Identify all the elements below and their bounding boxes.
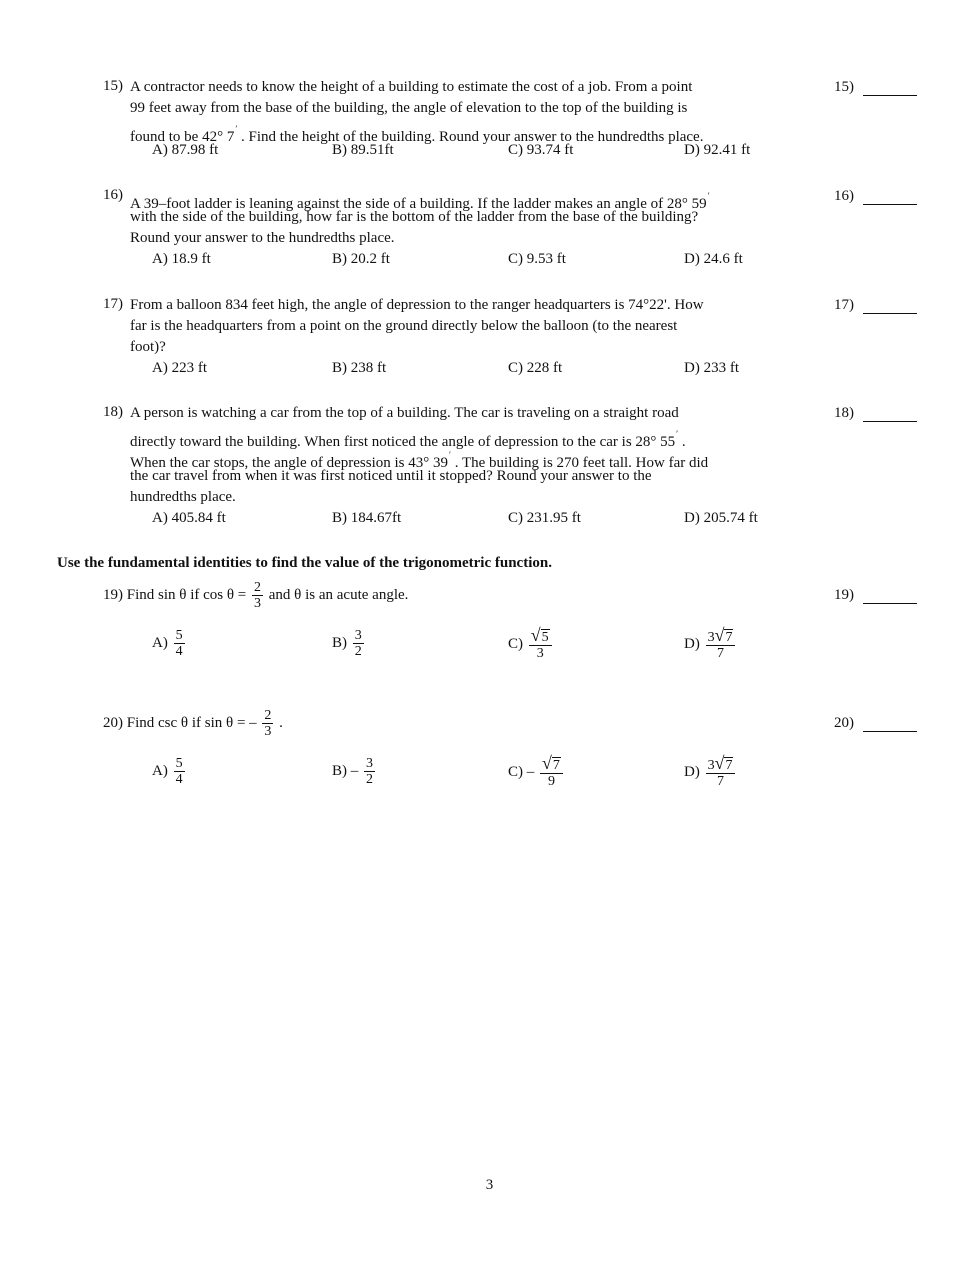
question-text: A person is watching a car from the top of a building. The car is traveling on a straight road [130, 405, 679, 421]
question-text: 99 feet away from the base of the building, the angle of elevation to the top of the building is [130, 100, 688, 116]
choice-b: B) $\frac{3}{2}$ [332, 628, 362, 659]
choice-c: C) 9.53 ft [508, 251, 566, 267]
question-number: 16) [103, 187, 123, 203]
choice-d: D) 233 ft [684, 360, 739, 376]
choice-d: D) $\frac{3√7}{7}$ [684, 628, 737, 661]
choice-a: A) 87.98 ft [152, 142, 219, 158]
question-text: 20) Find csc θ if sin θ = – $\frac{2}{3}$ . [103, 708, 283, 740]
answer-label: 15) [834, 79, 854, 95]
choice-c: C) – $\frac{√7}{9}$ [508, 756, 565, 789]
answer-label: 19) [834, 587, 854, 603]
fraction: $\frac{2}{3}$ [254, 580, 262, 612]
fraction: $\frac{2}{3}$ [264, 708, 272, 740]
question-text: A contractor needs to know the height of a building to estimate the cost of a job. From a point [130, 79, 693, 95]
answer-blank[interactable] [863, 203, 917, 205]
question-text: found to be 42° 7′ . Find the height of the building. Round your answer to the hundredths place. [130, 124, 704, 145]
choice-b: B) – $\frac{3}{2}$ [332, 756, 373, 787]
choice-c: C) $\frac{√5}{3}$ [508, 628, 554, 661]
choice-a: A) 18.9 ft [152, 251, 211, 267]
answer-label: 17) [834, 297, 854, 313]
question-text: 19) Find sin θ if cos θ = $\frac{2}{3}$ and θ is an acute angle. [103, 580, 409, 612]
question-text: Round your answer to the hundredths place. [130, 230, 395, 246]
question-text: hundredths place. [130, 489, 236, 505]
choice-c: C) 228 ft [508, 360, 563, 376]
question-text: From a balloon 834 feet high, the angle of depression to the ranger headquarters is 74°22'. How [130, 297, 704, 313]
question-number: 18) [103, 404, 123, 420]
question-number: 15) [103, 78, 123, 94]
answer-label: 18) [834, 405, 854, 421]
question-text: When the car stops, the angle of depression is 43° 39′ . The building is 270 feet tall. How far did [130, 450, 709, 471]
question-text: far is the headquarters from a point on the ground directly below the balloon (to the nearest [130, 318, 678, 334]
answer-blank[interactable] [863, 602, 917, 604]
choice-a: A) $\frac{5}{4}$ [152, 628, 183, 659]
question-text: the car travel from when it was first noticed until it stopped? Round your answer to the [130, 468, 652, 484]
answer-blank[interactable] [863, 312, 917, 314]
choice-a: A) 405.84 ft [152, 510, 226, 526]
choice-d: D) 92.41 ft [684, 142, 751, 158]
question-text: foot)? [130, 339, 166, 355]
page-number: 3 [485, 1177, 494, 1193]
choice-b: B) 20.2 ft [332, 251, 390, 267]
choice-b: B) 238 ft [332, 360, 387, 376]
section-heading: Use the fundamental identities to find the value of the trigonometric function. [57, 555, 552, 571]
choice-c: C) 93.74 ft [508, 142, 574, 158]
question-text: with the side of the building, how far is the bottom of the ladder from the base of the building? [130, 209, 699, 225]
choice-d: D) 205.74 ft [684, 510, 758, 526]
answer-blank[interactable] [863, 420, 917, 422]
choice-a: A) $\frac{5}{4}$ [152, 756, 183, 787]
choice-b: B) 184.67ft [332, 510, 402, 526]
choice-d: D) $\frac{3√7}{7}$ [684, 756, 737, 789]
question-number: 19) [103, 587, 123, 603]
choice-a: A) 223 ft [152, 360, 207, 376]
question-text: A 39–foot ladder is leaning against the side of a building. If the ladder makes an angle of 28° 59′ [130, 191, 710, 212]
answer-label: 16) [834, 188, 854, 204]
question-number: 20) [103, 715, 123, 731]
choice-b: B) 89.51ft [332, 142, 394, 158]
answer-blank[interactable] [863, 730, 917, 732]
choice-d: D) 24.6 ft [684, 251, 743, 267]
answer-blank[interactable] [863, 94, 917, 96]
question-number: 17) [103, 296, 123, 312]
question-text: directly toward the building. When first noticed the angle of depression to the car is 28° 55′ . [130, 429, 686, 450]
choice-c: C) 231.95 ft [508, 510, 581, 526]
answer-label: 20) [834, 715, 854, 731]
